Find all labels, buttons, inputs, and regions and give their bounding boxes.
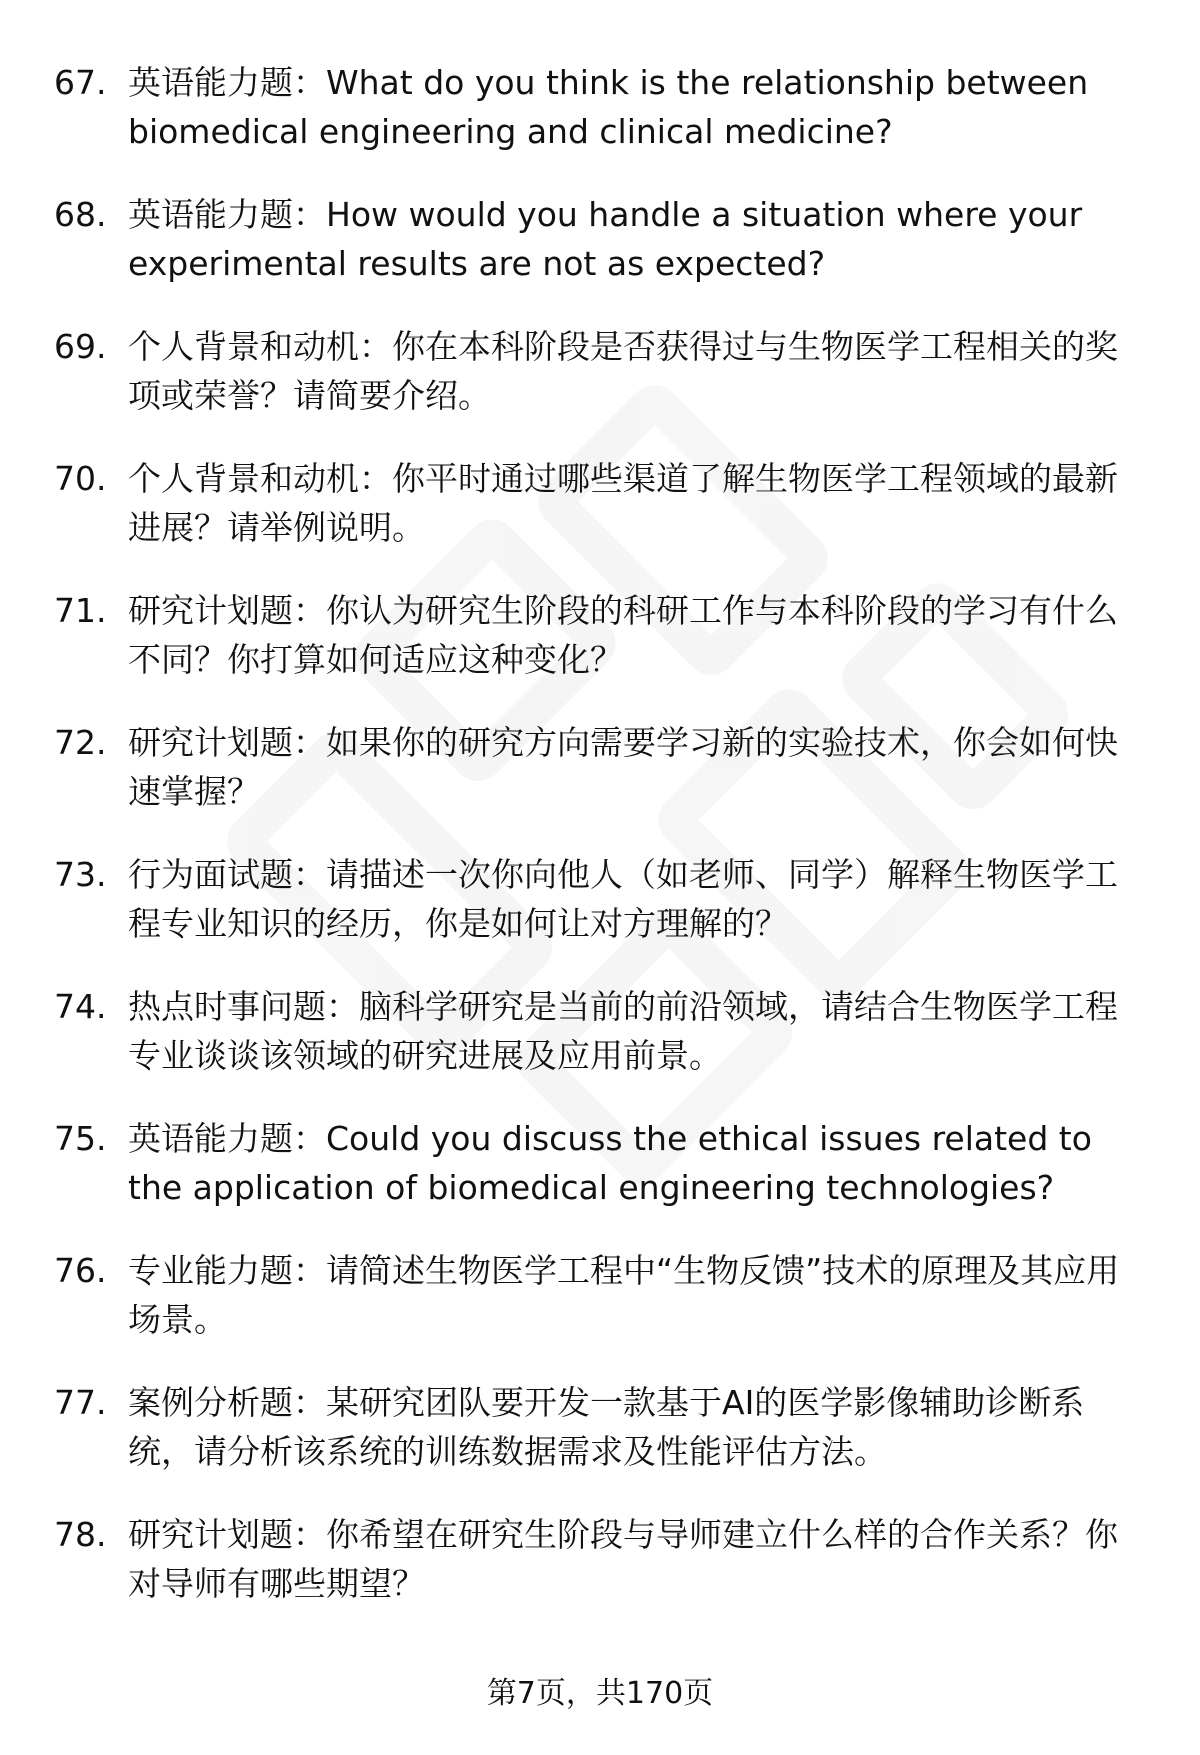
question-text: 行为面试题：请描述一次你向他人（如老师、同学）解释生物医学工程专业知识的经历，你是如何让对方理解的？ — [128, 855, 1118, 943]
question-text: 英语能力题：How would you handle a situation where your experimental results are not as expected? — [128, 195, 1083, 283]
question-list — [54, 58, 1154, 1642]
question-text: 个人背景和动机：你平时通过哪些渠道了解生物医学工程领域的最新进展？请举例说明。 — [128, 459, 1118, 547]
question-number: 71. — [54, 591, 107, 630]
question-item — [54, 1246, 1154, 1378]
page-indicator: 第7页，共170页 — [486, 1676, 714, 1711]
question-item — [54, 454, 1154, 586]
question-item — [54, 982, 1154, 1114]
question-text: 个人背景和动机：你在本科阶段是否获得过与生物医学工程相关的奖项或荣誉？请简要介绍。 — [128, 327, 1118, 415]
question-item — [54, 850, 1154, 982]
question-item — [54, 58, 1154, 190]
question-text: 英语能力题：Could you discuss the ethical issues related to the application of biomedical engineering technologies? — [128, 1119, 1092, 1207]
question-number: 67. — [54, 63, 107, 102]
question-number: 72. — [54, 723, 107, 762]
question-number: 69. — [54, 327, 107, 366]
question-number: 76. — [54, 1251, 107, 1290]
question-text: 英语能力题：What do you think is the relationship between biomedical engineering and clinical medicine? — [128, 63, 1089, 151]
question-number: 68. — [54, 195, 107, 234]
question-number: 74. — [54, 987, 107, 1026]
question-text: 研究计划题：你希望在研究生阶段与导师建立什么样的合作关系？你对导师有哪些期望？ — [128, 1515, 1118, 1603]
question-item — [54, 1114, 1154, 1246]
question-item — [54, 1378, 1154, 1510]
question-number: 77. — [54, 1383, 107, 1422]
question-text: 热点时事问题：脑科学研究是当前的前沿领域，请结合生物医学工程专业谈谈该领域的研究进展及应用前景。 — [128, 987, 1118, 1075]
question-item — [54, 322, 1154, 454]
question-number: 78. — [54, 1515, 107, 1554]
question-item — [54, 190, 1154, 322]
question-text: 研究计划题：你认为研究生阶段的科研工作与本科阶段的学习有什么不同？你打算如何适应这种变化？ — [128, 591, 1118, 679]
question-text: 专业能力题：请简述生物医学工程中“生物反馈”技术的原理及其应用场景。 — [128, 1251, 1120, 1339]
question-number: 70. — [54, 459, 107, 498]
question-item — [54, 1510, 1154, 1642]
page-footer — [0, 1674, 1200, 1714]
question-text: 研究计划题：如果你的研究方向需要学习新的实验技术，你会如何快速掌握？ — [128, 723, 1118, 811]
question-number: 75. — [54, 1119, 107, 1158]
question-text: 案例分析题：某研究团队要开发一款基于AI的医学影像辅助诊断系统，请分析该系统的训练数据需求及性能评估方法。 — [128, 1383, 1085, 1471]
question-item — [54, 718, 1154, 850]
question-number: 73. — [54, 855, 107, 894]
question-item — [54, 586, 1154, 718]
